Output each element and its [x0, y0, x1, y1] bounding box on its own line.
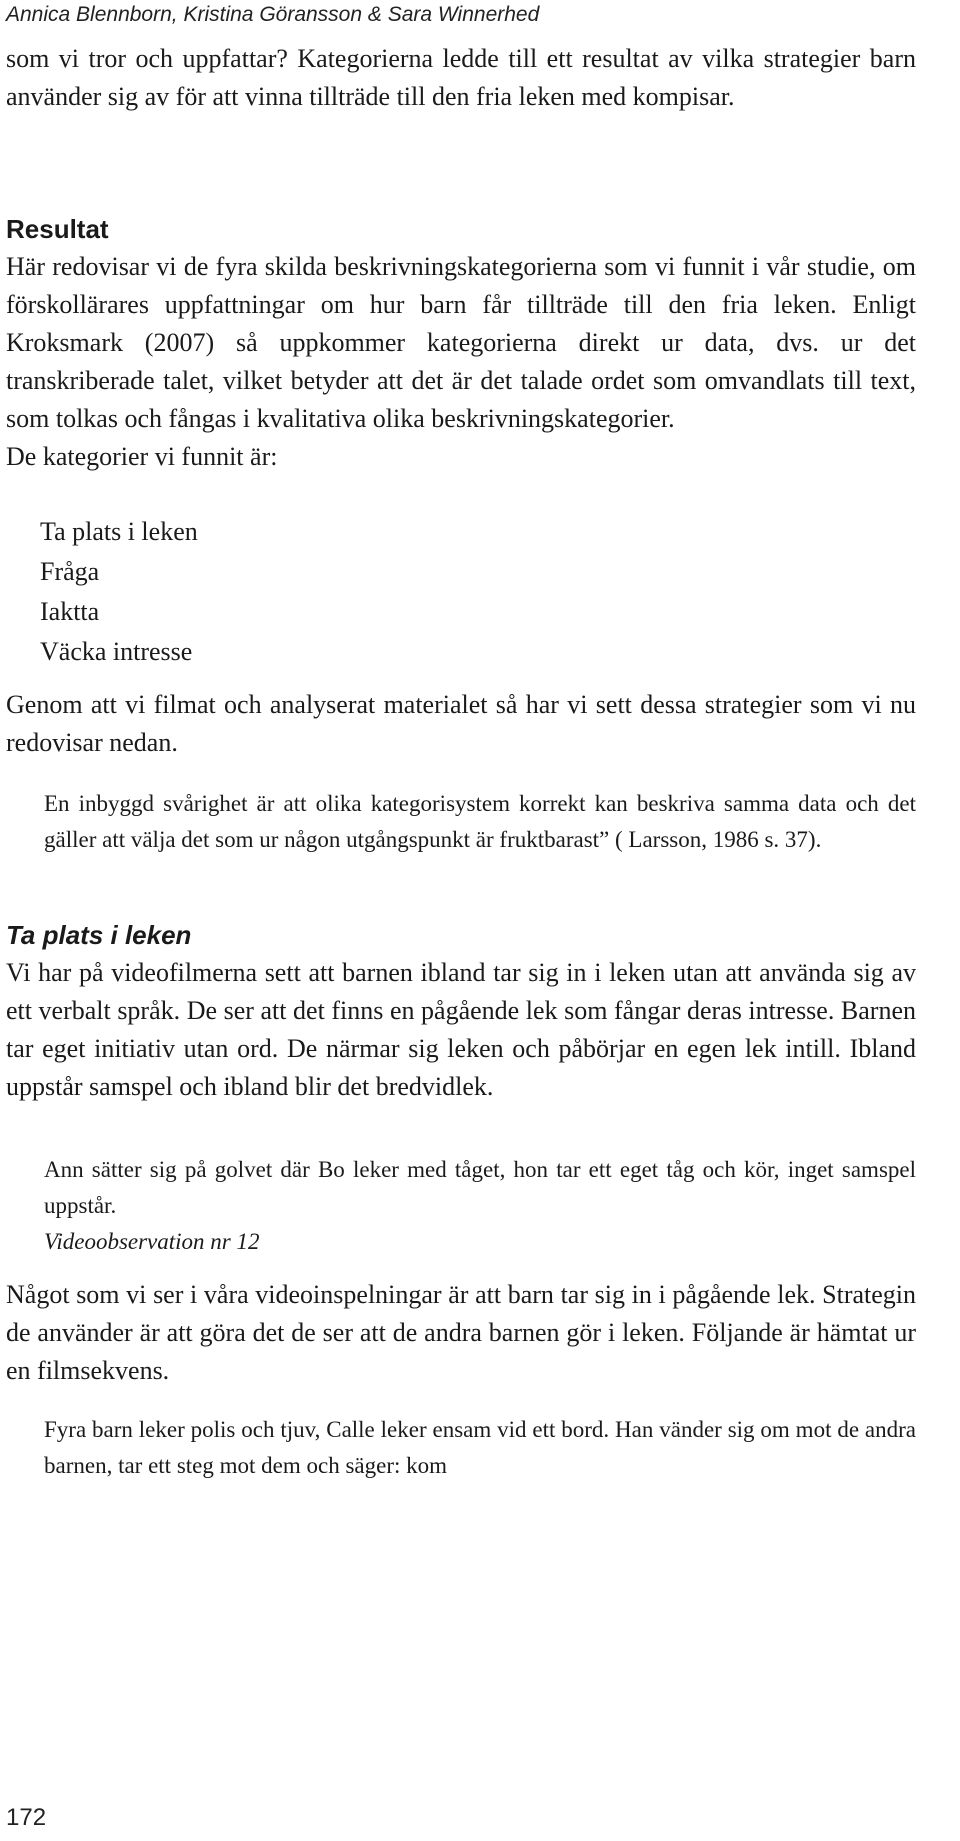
- paragraph-block: [6, 1276, 916, 1390]
- analysis-paragraph: Genom att vi filmat och analyserat materialet så har vi sett dessa strategier som vi nu redovisar nedan.: [6, 690, 916, 757]
- block-quote: En inbyggd svårighet är att olika kategorisystem korrekt kan beskriva samma data och det gäller att välja det som ur någon utgångspunkt är fruktbarast” ( Larsson, 1986 s. 37).: [44, 791, 916, 852]
- block-quote: Fyra barn leker polis och tjuv, Calle leker ensam vid ett bord. Han vänder sig om mot de andra barnen, tar ett steg mot dem och säger: kom: [44, 1417, 916, 1478]
- result-paragraph: Här redovisar vi de fyra skilda beskrivningskategorierna som vi funnit i vår studie, om förskollärares uppfattningar om hur barn får tillträde till den fria leken. Enligt Kroksmark (2007) så uppkommer kategorierna direkt ur data, dvs. ur det transkriberade talet, vilket betyder att det är det talade ordet som omvandlats till text, som tolkas och fångas i kvalitativa olika beskrivningskategorier.: [6, 252, 916, 433]
- section-heading: Resultat: [6, 214, 109, 244]
- quote-text: Ann sätter sig på golvet där Bo leker med tåget, hon tar ett eget tåg och kör, inget samspel uppstår.: [44, 1157, 916, 1218]
- running-head: Annica Blennborn, Kristina Göransson & Sara Winnerhed: [6, 3, 540, 26]
- quote-reference: Videoobservation nr 12: [44, 1229, 260, 1254]
- subheading: Ta plats i leken: [6, 920, 192, 950]
- intro-block: [6, 40, 916, 116]
- body-paragraph: Vi har på videofilmerna sett att barnen ibland tar sig in i leken utan att använda sig av ett verbalt språk. De ser att det finns en pågående lek som fångar deras intresse. Barnen tar eget initiativ utan ord. De närmar sig leken och påbörjar en egen lek intill. Ibland uppstår samspel och ibland blir det bredvidlek.: [6, 958, 916, 1101]
- page-number: 172: [6, 1804, 47, 1831]
- body-paragraph: Något som vi ser i våra videoinspelningar är att barn tar sig in i pågående lek. Strategin de använder är att göra det de ser att de andra barnen gör i leken. Följande är hämtat ur en filmsekvens.: [6, 1280, 916, 1385]
- intro-paragraph: som vi tror och uppfattar? Kategorierna ledde till ett resultat av vilka strategier barn använder sig av för att vinna tillträde till den fria leken med kompisar.: [6, 44, 916, 111]
- categories-intro: De kategorier vi funnit är:: [6, 442, 278, 471]
- category-list: [6, 512, 916, 672]
- list-item: Ta plats i leken: [40, 517, 198, 546]
- list-item: Iaktta: [40, 597, 100, 626]
- subsection-ta-plats: [6, 916, 916, 1106]
- list-item: Väcka intresse: [40, 637, 193, 666]
- results-section: [6, 210, 916, 476]
- list-item: Fråga: [40, 557, 100, 586]
- analysis-block: [6, 686, 916, 762]
- block-quote-with-ref: [44, 1152, 916, 1260]
